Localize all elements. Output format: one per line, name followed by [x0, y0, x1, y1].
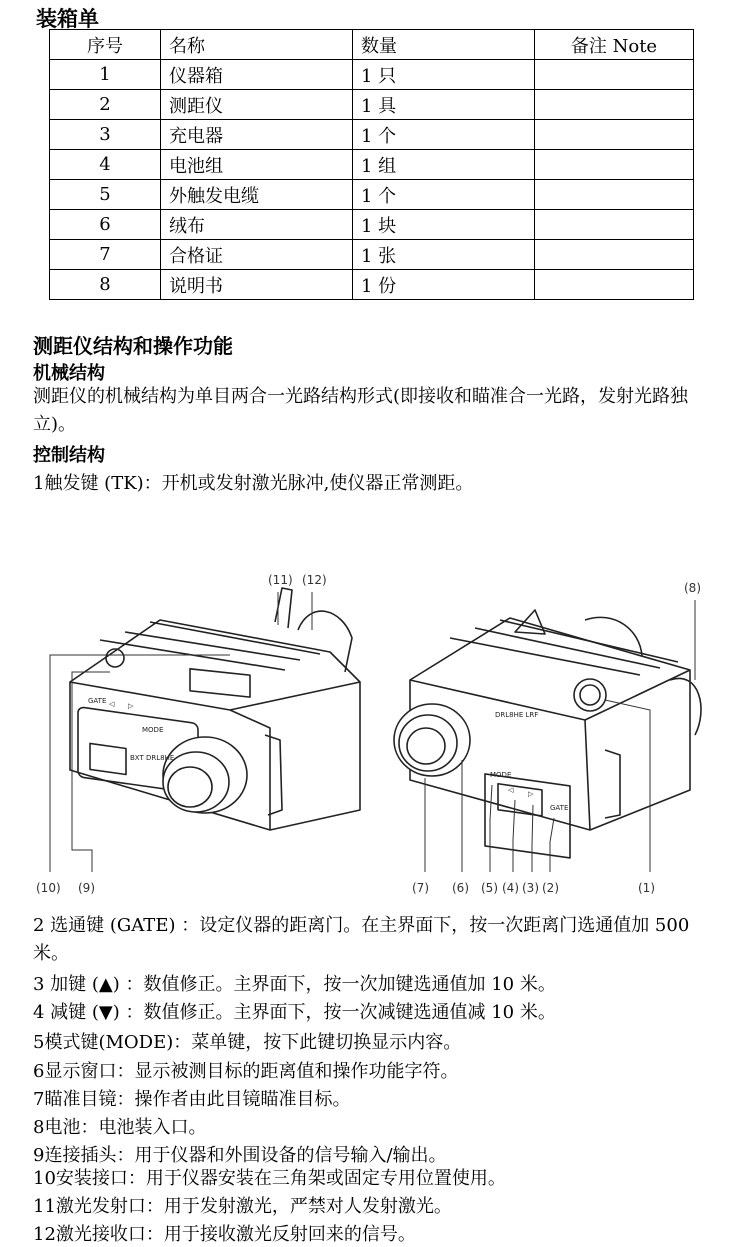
table-row [50, 210, 694, 240]
cell [535, 240, 694, 270]
cell: 4 [50, 150, 161, 180]
cell: 5 [50, 180, 161, 210]
item-8: 8电池：电池装入口。 [33, 1117, 207, 1138]
mech-text: 测距仪的机械结构为单目两合一光路结构形式(即接收和瞄准合一光路，发射光路独立)。 [33, 386, 689, 435]
cell: 2 [50, 90, 161, 120]
cell: 1 块 [353, 210, 535, 240]
cell: 外触发电缆 [161, 180, 353, 210]
key-label: ◁ [109, 700, 115, 708]
cell: 合格证 [161, 240, 353, 270]
key-label: ◁ [508, 786, 514, 794]
label-2: (2) [542, 881, 559, 895]
item-1: 1触发键 (TK)：开机或发射激光脉冲,使仪器正常测距。 [33, 473, 474, 494]
screen-text: DRL8HE LRF [495, 711, 539, 719]
cell: 1 张 [353, 240, 535, 270]
mech-title: 机械结构 [33, 363, 105, 384]
cell [535, 60, 694, 90]
item-12: 12激光接收口：用于接收激光反射回来的信号。 [33, 1224, 416, 1245]
cell: 1 组 [353, 150, 535, 180]
item-3: 3 加键 (▲) ：数值修正。主界面下，按一次加键选通值加 10 米。 [33, 974, 556, 995]
cell [535, 270, 694, 300]
label-7: (7) [412, 881, 429, 895]
col-header: 序号 [50, 30, 161, 60]
cell: 6 [50, 210, 161, 240]
key-label: ▷ [528, 790, 534, 798]
cell: 绒布 [161, 210, 353, 240]
key-label: ▷ [128, 702, 134, 710]
item-6: 6显示窗口：显示被测目标的距离值和操作功能字符。 [33, 1061, 459, 1082]
label-6: (6) [452, 881, 469, 895]
item-11: 11激光发射口：用于发射激光，严禁对人发射激光。 [33, 1196, 452, 1217]
cell: 7 [50, 240, 161, 270]
cell: 仪器箱 [161, 60, 353, 90]
cell: 1 [50, 60, 161, 90]
label-8: (8) [684, 581, 701, 595]
item-9: 9连接插头：用于仪器和外围设备的信号输入/输出。 [33, 1145, 447, 1166]
item-4: 4 减键 (▼) ：数值修正。主界面下，按一次减键选通值减 10 米。 [33, 1002, 556, 1023]
cell [535, 180, 694, 210]
cell [535, 90, 694, 120]
table-row [50, 90, 694, 120]
rangefinder-diagram [30, 560, 720, 900]
packing-title: 装箱单 [36, 7, 99, 31]
cell: 充电器 [161, 120, 353, 150]
item-7: 7瞄准目镜：操作者由此目镜瞄准目标。 [33, 1089, 351, 1110]
table-row [50, 60, 694, 90]
cell: 测距仪 [161, 90, 353, 120]
cell [535, 210, 694, 240]
table-row [50, 240, 694, 270]
ctrl-title: 控制结构 [33, 445, 105, 466]
cell: 1 只 [353, 60, 535, 90]
key-label: GATE [550, 804, 569, 812]
cell [535, 120, 694, 150]
cell: 3 [50, 120, 161, 150]
key-label: GATE [88, 697, 107, 705]
table-row [50, 150, 694, 180]
left-eyepiece [163, 737, 247, 813]
label-1: (1) [638, 881, 655, 895]
table-row [50, 120, 694, 150]
label-5: (5) [481, 881, 498, 895]
label-4: (4) [502, 881, 519, 895]
item-2: 2 选通键 (GATE) ：设定仪器的距离门。在主界面下，按一次距离门选通值加 500 米。 [33, 915, 690, 964]
label-9: (9) [78, 881, 95, 895]
key-label: MODE [490, 771, 512, 779]
screen-text: BXT DRL8HE [130, 754, 175, 762]
label-10: (10) [36, 881, 61, 895]
item-5: 5模式键(MODE)：菜单键，按下此键切换显示内容。 [33, 1032, 462, 1053]
table-row [50, 270, 694, 300]
cell [535, 150, 694, 180]
cell: 1 具 [353, 90, 535, 120]
right-eyepiece [394, 704, 470, 776]
label-11: (11) [268, 573, 293, 587]
cell: 电池组 [161, 150, 353, 180]
label-3: (3) [522, 881, 539, 895]
label-12: (12) [302, 573, 327, 587]
item-10: 10安装接口：用于仪器安装在三角架或固定专用位置使用。 [33, 1168, 506, 1189]
table-row [50, 180, 694, 210]
packing-table [49, 29, 694, 300]
cell: 说明书 [161, 270, 353, 300]
table-header-row [50, 30, 694, 60]
structure-title: 测距仪结构和操作功能 [33, 334, 233, 358]
cell: 1 个 [353, 180, 535, 210]
col-header: 备注 Note [535, 30, 694, 60]
col-header: 名称 [161, 30, 353, 60]
cell: 1 份 [353, 270, 535, 300]
cell: 1 个 [353, 120, 535, 150]
col-header: 数量 [353, 30, 535, 60]
cell: 8 [50, 270, 161, 300]
key-label: MODE [142, 726, 164, 734]
